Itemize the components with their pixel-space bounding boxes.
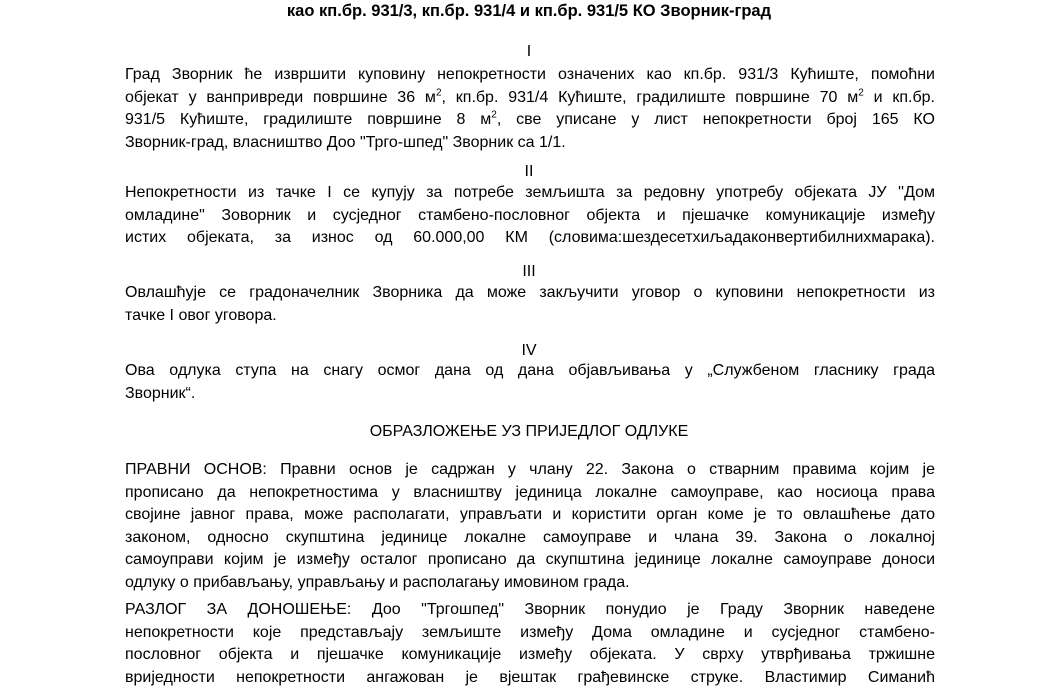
- superscript-2: 2: [436, 87, 442, 98]
- article-3-text: [125, 282, 935, 327]
- reason-paragraph: [125, 599, 935, 689]
- legal-basis-line: прописано да непокретностима у власништву јединица локалне самоуправе, као носиоца права: [125, 482, 935, 505]
- article-2-line-2: омладине" Зоворник и сусједног стамбено-пословног објекта и пјешачке комуникације између: [125, 205, 935, 228]
- article-2-numeral: II: [0, 162, 1058, 182]
- article-1-line-2: [125, 87, 935, 110]
- article-1-line-2a: објекат у ванпривреди површине 36 м: [125, 89, 436, 106]
- article-1-text: [125, 64, 935, 154]
- article-1-line-1: Град Зворник ће извршити куповину непокретности означених као кп.бр. 931/3 Кућиште, помоћни: [125, 64, 935, 87]
- explanation-title: ОБРАЗЛОЖЕЊЕ УЗ ПРИЈЕДЛОГ ОДЛУКЕ: [0, 422, 1058, 442]
- article-2-line-3: истих објеката, за износ од 60.000,00 КМ (словима:шездесетхиљадаконвертибилнихмарака).: [125, 227, 935, 250]
- article-4-numeral: IV: [0, 341, 1058, 361]
- reason-line: РАЗЛОГ ЗА ДОНОШЕЊЕ: Доо "Тргошпед" Зворник понудио је Граду Зворник наведене: [125, 599, 935, 622]
- article-2-text: [125, 182, 935, 250]
- decision-subject-continuation: као кп.бр. 931/3, кп.бр. 931/4 и кп.бр. 931/5 КО Зворник-град: [0, 0, 1058, 22]
- article-4-line-2: Зворник“.: [125, 383, 935, 406]
- legal-basis-paragraph: [125, 459, 935, 594]
- article-3-line-2: тачке I овог уговора.: [125, 305, 935, 328]
- article-3-numeral: III: [0, 262, 1058, 282]
- article-1-line-2c: и кп.бр.: [864, 89, 935, 106]
- article-4-text: [125, 360, 935, 405]
- superscript-2: 2: [491, 110, 497, 121]
- article-3-line-1: Овлашћује се градоначелник Зворника да може закључити уговор о куповини непокретности из: [125, 282, 935, 305]
- article-1-line-2b: , кп.бр. 931/4 Кућиште, градилиште површине 70 м: [442, 89, 859, 106]
- article-1-line-3a: 931/5 Кућиште, градилиште површине 8 м: [125, 111, 491, 128]
- legal-basis-line: самоуправи којим је између осталог прописано да скупштина јединице локалне самоуправе доноси: [125, 549, 935, 572]
- article-2-line-1: Непокретности из тачке I се купују за потребе земљишта за редовну употребу објеката ЈУ ''Дом: [125, 182, 935, 205]
- legal-basis-line: законом, односно скупштина јединице локалне самоуправе и члана 39. Закона о локалној: [125, 527, 935, 550]
- legal-basis-line: својине јавног права, може располагати, управљати и користити орган коме је то овлашћење дато: [125, 504, 935, 527]
- article-1-numeral: I: [0, 42, 1058, 62]
- reason-line: вриједности непокретности ангажован је вјештак грађевинске струке. Властимир Симанић: [125, 667, 935, 689]
- article-4-line-1: Ова одлука ступа на снагу осмог дана од дана објављивања у „Службеном гласнику града: [125, 360, 935, 383]
- reason-line: пословног објекта и пјешачке комуникације између објеката. У сврху утврђивања тржишне: [125, 644, 935, 667]
- article-1-line-4: Зворник-град, власништво Доо "Трго-шпед" Зворник са 1/1.: [125, 132, 935, 155]
- legal-basis-line: ПРАВНИ ОСНОВ: Правни основ је садржан у члану 22. Закона о стварним правима којим је: [125, 459, 935, 482]
- article-1-line-3b: , све уписане у лист непокретности број 165 КО: [497, 111, 935, 128]
- article-1-line-3: [125, 109, 935, 132]
- legal-basis-line: одлуку о прибављању, управљању и располагању имовином града.: [125, 572, 935, 595]
- superscript-2: 2: [858, 87, 864, 98]
- reason-line: непокретности које представљају земљиште између Дома омладине и сусједног стамбено-: [125, 622, 935, 645]
